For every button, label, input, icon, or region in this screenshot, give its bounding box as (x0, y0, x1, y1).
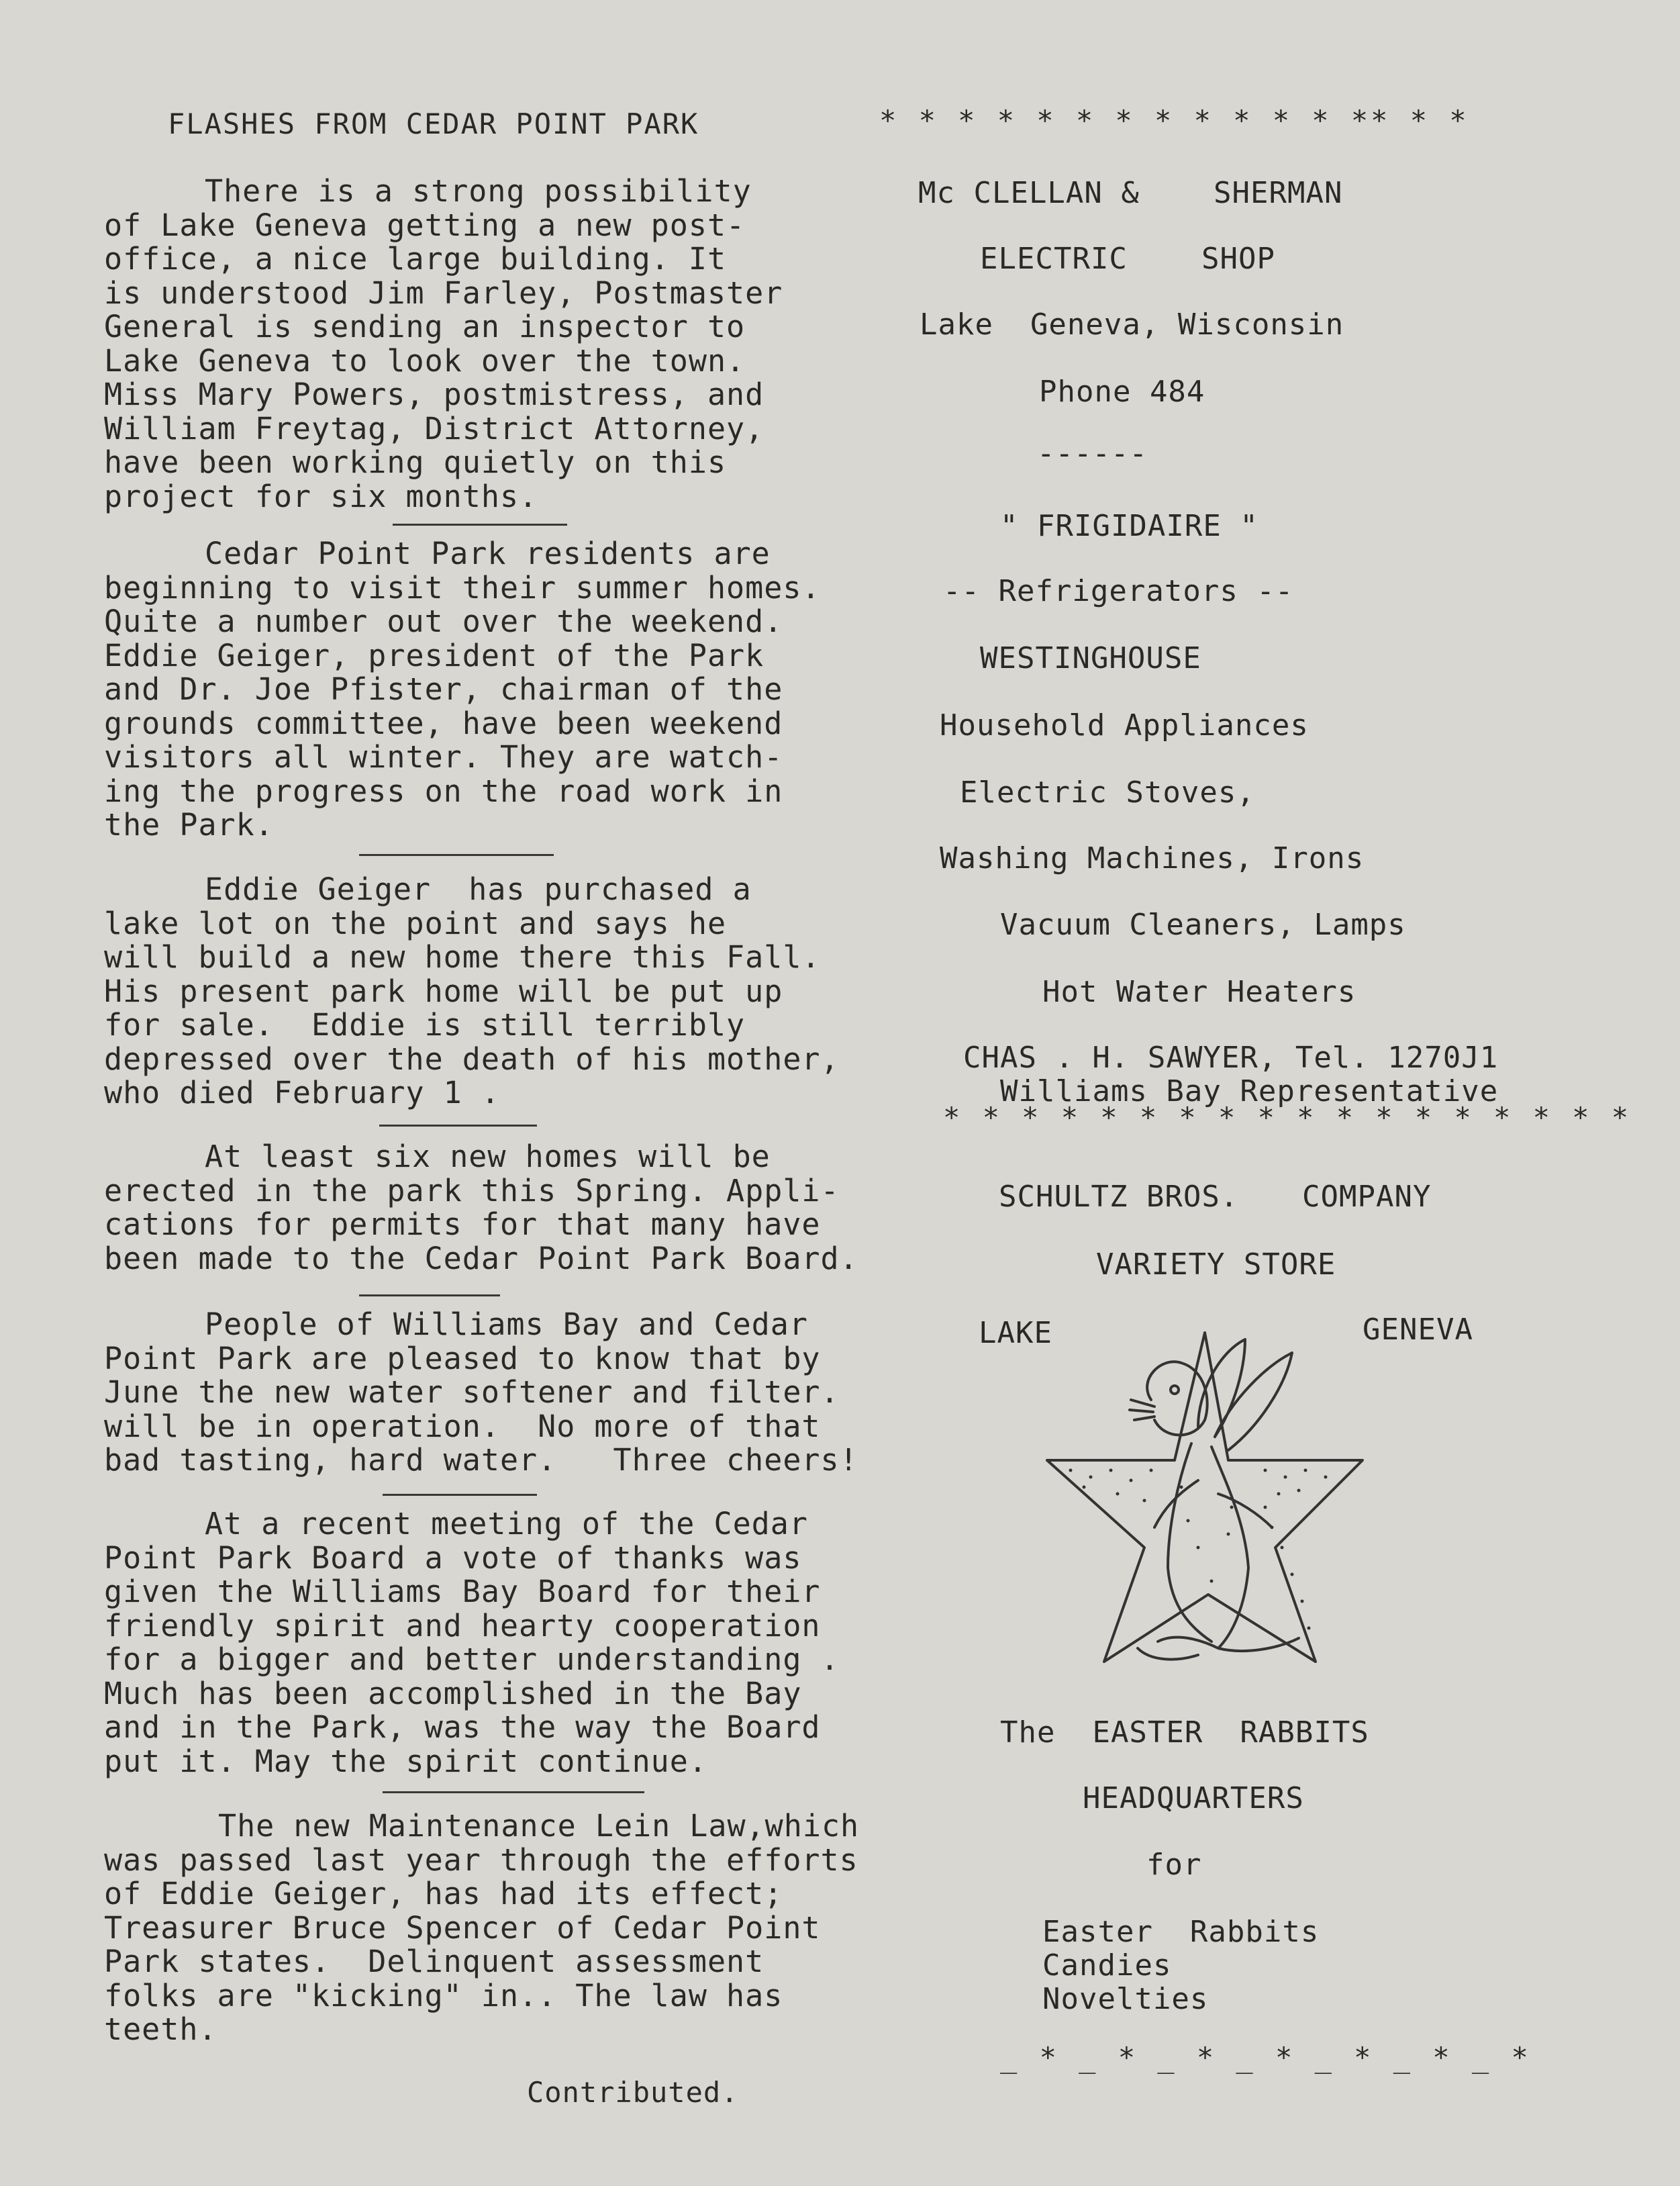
article-paragraph (104, 873, 936, 1110)
advertiser-name: COMPANY (1302, 1180, 1432, 1214)
text-line: Lake Geneva to look over the town. (104, 342, 746, 379)
text-line: been made to the Cedar Point Park Board. (104, 1240, 858, 1276)
advertiser-name: ELECTRIC (980, 242, 1128, 276)
advertiser-phone: Phone 484 (1039, 375, 1205, 409)
article-paragraph (104, 1809, 936, 2047)
text-line: folks are "kicking" in.. The law has (104, 1977, 783, 2013)
text-line: for sale. Eddie is still terribly (104, 1007, 746, 1043)
text-line: put it. May the spirit continue. (104, 1743, 707, 1779)
tagline: for (1146, 1848, 1202, 1882)
divider (359, 854, 554, 856)
text-line: for a bigger and better understanding . (104, 1642, 840, 1677)
text-line: the Park. (104, 807, 274, 843)
text-line: The new Maintenance Lein Law,which (218, 1808, 860, 1844)
text-line: was passed last year through the efforts (104, 1842, 858, 1878)
brand-name: WESTINGHOUSE (980, 641, 1201, 675)
text-line: Point Park are pleased to know that by (104, 1340, 821, 1376)
representative-line: Williams Bay Representative (1000, 1074, 1499, 1108)
product-item: Household Appliances (940, 708, 1309, 743)
store-location: GENEVA (1363, 1313, 1473, 1347)
text-line: bad tasting, hard water. Three cheers! (104, 1442, 858, 1478)
tagline: The EASTER RABBITS (1000, 1715, 1369, 1750)
text-line: Much has been accomplished in the Bay (104, 1675, 802, 1711)
product-item: Washing Machines, Irons (940, 841, 1365, 875)
text-line: project for six months. (104, 478, 538, 514)
text-line: and Dr. Joe Pfister, chairman of the (104, 671, 783, 707)
text-line: cations for permits for that many have (104, 1206, 821, 1242)
text-line: will build a new home there this Fall. (104, 939, 821, 975)
article-paragraph (104, 1140, 936, 1276)
page-title: FLASHES FROM CEDAR POINT PARK (168, 107, 699, 140)
store-type: VARIETY STORE (1096, 1247, 1336, 1282)
dash-separator: ------ (1037, 436, 1148, 471)
tagline: HEADQUARTERS (1083, 1781, 1304, 1815)
product-item: Vacuum Cleaners, Lamps (1000, 908, 1406, 942)
text-line: friendly spirit and hearty cooperation (104, 1607, 821, 1644)
text-line: Park states. Delinquent assessment (104, 1944, 764, 1979)
text-line: grounds committee, have been weekend (104, 705, 783, 741)
text-line: Miss Mary Powers, postmistress, and (104, 377, 764, 412)
divider (359, 1294, 500, 1296)
text-line: erected in the park this Spring. Appli- (104, 1172, 840, 1208)
text-line: and in the Park, was the way the Board (104, 1709, 821, 1745)
text-line: Quite a number out over the weekend. (104, 604, 783, 639)
text-line: People of Williams Bay and Cedar (205, 1306, 808, 1342)
star-divider: * * * * * * * * * * * * * * * * * * (943, 1101, 1632, 1134)
text-line: depressed over the death of his mother, (104, 1041, 840, 1077)
text-line: Eddie Geiger, president of the Park (104, 637, 764, 673)
text-line: There is a strong possibility (205, 173, 752, 209)
brand-item: -- Refrigerators -- (943, 574, 1294, 608)
text-line: teeth. (104, 2011, 217, 2047)
text-line: At least six new homes will be (205, 1139, 771, 1174)
text-line: His present park home will be put up (104, 973, 783, 1009)
star-divider: _ * _ * _ * _ * _ * _ * _ * (1000, 2041, 1531, 2074)
product-item: Electric Stoves, (960, 775, 1255, 810)
advertiser-location: Lake Geneva, Wisconsin (920, 307, 1344, 342)
text-line: ing the progress on the road work in (104, 773, 783, 809)
article-paragraph (104, 1507, 936, 1778)
divider (383, 1791, 644, 1793)
brand-name: " FRIGIDAIRE " (1000, 509, 1258, 543)
text-line: June the new water softener and filter. (104, 1374, 840, 1410)
text-line: who died February 1 . (104, 1075, 500, 1110)
store-location: LAKE (979, 1316, 1052, 1350)
text-line: of Eddie Geiger, has had its effect; (104, 1876, 783, 1911)
text-line: Treasurer Bruce Spencer of Cedar Point (104, 1909, 821, 1946)
text-line: Eddie Geiger has purchased a (205, 871, 752, 907)
text-line: Cedar Point Park residents are (205, 536, 771, 571)
divider (379, 1125, 537, 1127)
product-item: Novelties (1042, 1982, 1209, 2016)
product-item: Easter Rabbits (1042, 1915, 1320, 1949)
article-paragraph (104, 1308, 936, 1478)
text-line: is understood Jim Farley, Postmaster (104, 275, 783, 311)
divider (383, 1494, 537, 1496)
advertiser-name: SHERMAN (1214, 176, 1343, 210)
text-line: lake lot on the point and says he (104, 905, 727, 941)
text-line: General is sending an inspector to (104, 309, 746, 344)
star-divider: * * * * * * * * * * * * ** * * (879, 104, 1469, 137)
text-line: have been working quietly on this (104, 444, 727, 480)
text-line: of Lake Geneva getting a new post- (104, 207, 746, 243)
divider (393, 524, 567, 526)
article-paragraph (104, 175, 936, 514)
text-line: Point Park Board a vote of thanks was (104, 1539, 802, 1576)
signoff: Contributed. (527, 2076, 739, 2109)
text-line: At a recent meeting of the Cedar (205, 1506, 808, 1541)
advertiser-name: Mc CLELLAN & (918, 176, 1140, 210)
text-line: visitors all winter. They are watch- (104, 739, 783, 775)
text-line: will be in operation. No more of that (104, 1408, 821, 1444)
product-item: Hot Water Heaters (1042, 975, 1356, 1009)
article-paragraph (104, 537, 936, 843)
advertiser-name: SHOP (1201, 242, 1275, 276)
contact-line: CHAS . H. SAWYER, Tel. 1270J1 (963, 1041, 1499, 1075)
text-line: given the Williams Bay Board for their (104, 1574, 821, 1609)
product-item: Candies (1042, 1948, 1172, 1983)
text-line: beginning to visit their summer homes. (104, 569, 821, 606)
advertiser-name: SCHULTZ BROS. (999, 1180, 1239, 1214)
text-line: William Freytag, District Attorney, (104, 410, 764, 446)
text-line: office, a nice large building. It (104, 241, 727, 277)
easter-rabbit-illustration (1044, 1326, 1366, 1682)
